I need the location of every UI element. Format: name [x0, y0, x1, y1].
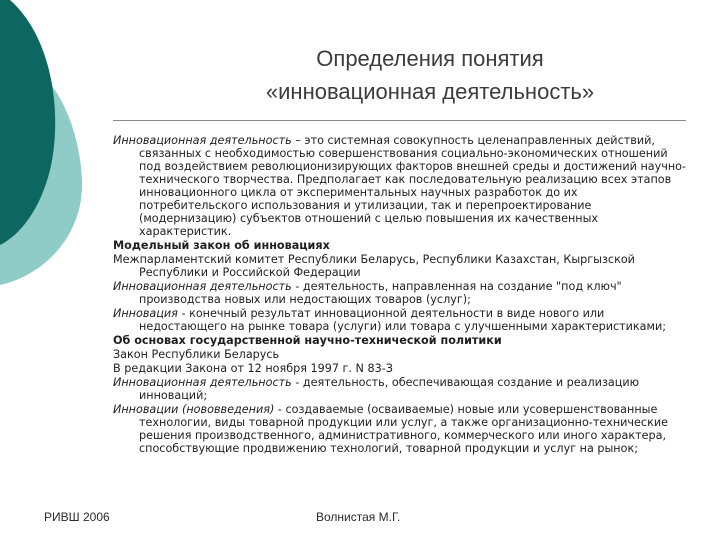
term: Инновации (нововведения)	[113, 403, 275, 416]
paragraph-definition	[113, 376, 688, 402]
term: Инновация	[113, 307, 178, 320]
title-divider	[113, 120, 686, 121]
definition-text: – это системная совокупность целенаправленных действий, связанных с необходимостью совершенствования социально-экономических отношений под воздействием революционизирующих факторов внешней среды и достижений научно-технического творчества. Предполагает как последовательную реализацию всех этапов инновационного цикла от экспериментальных научных разработок до их потребительского использования и утилизации, так и перепроектирование (модернизацию) субъектов отношений с целью повышения их качественных характеристик.	[139, 134, 687, 238]
section-heading: Модельный закон об инновациях	[113, 239, 330, 252]
term: Инновационная деятельность	[113, 134, 292, 147]
title-line-2: «инновационная деятельность»	[265, 79, 595, 104]
footer-author: Волнистая М.Г.	[316, 510, 401, 524]
term: Инновационная деятельность	[113, 376, 292, 389]
definitions-body	[113, 134, 688, 456]
term: Инновационная деятельность	[113, 280, 292, 293]
paragraph-text: В редакции Закона от 12 ноября 1997 г. N 83-З	[113, 362, 393, 375]
definition-text: - деятельность, направленная на создание "под ключ" производства новых или недостающих товаров (услуг);	[139, 280, 622, 306]
definition-text: - создаваемые (осваиваемые) новые или усовершенствованные технологии, виды товарной продукции или услуг, а также организационно-технические решения производственного, административного, коммерческого или иного характера, способствующие продвижению технологий, товарной продукции и услуг на рынок;	[139, 403, 668, 455]
paragraph-text: Межпарламентский комитет Республики Беларусь, Республики Казахстан, Кыргызской Республики и Российской Федерации	[113, 253, 635, 279]
title-line-1: Определения понятия	[316, 46, 544, 71]
definition-text: - конечный результат инновационной деятельности в виде нового или недостающего на рынке товара (услуги) или товара с улучшенными характеристиками;	[139, 307, 667, 333]
paragraph-text: Закон Республики Беларусь	[113, 348, 280, 361]
paragraph-definition	[113, 134, 688, 238]
decorative-teal-shapes	[0, 0, 120, 300]
paragraph-definition	[113, 307, 688, 333]
paragraph-definition	[113, 280, 688, 306]
definition-text: - деятельность, обеспечивающая создание и реализацию инноваций;	[139, 376, 640, 402]
paragraph-definition	[113, 403, 688, 455]
section-heading: Об основах государственной научно-технической политики	[113, 334, 502, 347]
footer-organization: РИВШ 2006	[44, 510, 110, 524]
slide-title	[150, 42, 710, 108]
